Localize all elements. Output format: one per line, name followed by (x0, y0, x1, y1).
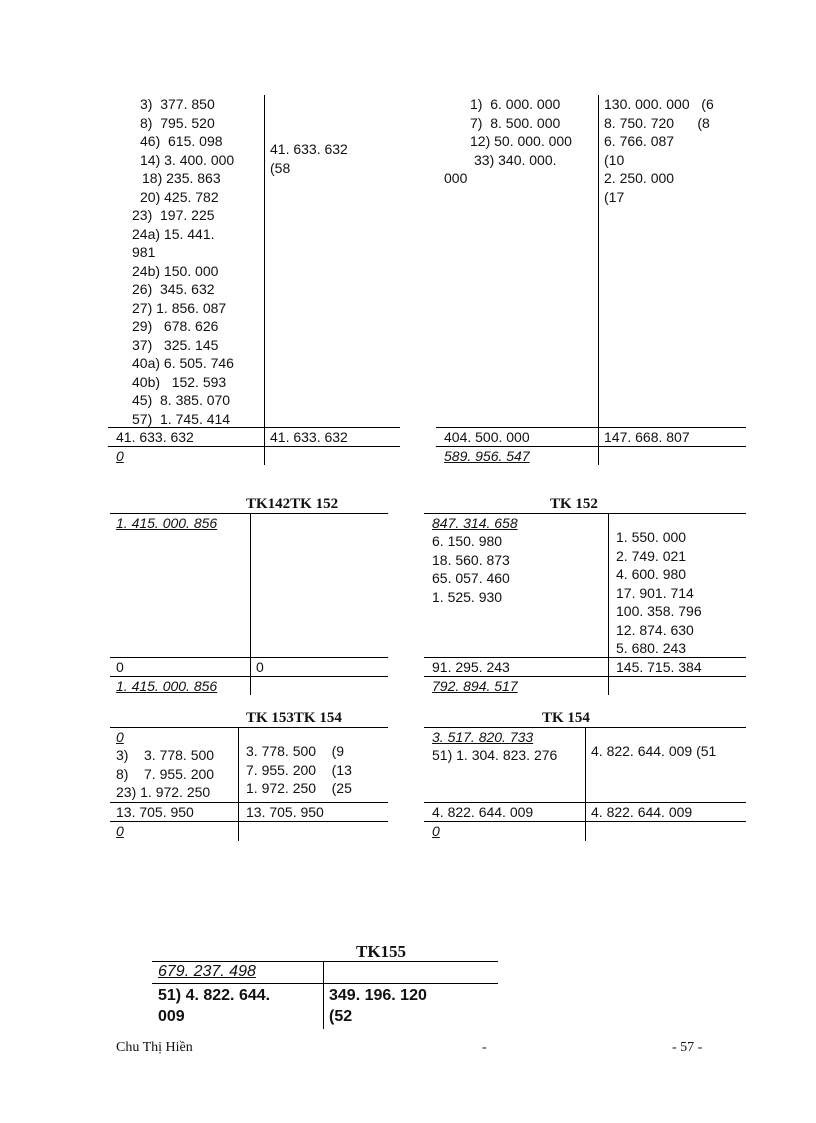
header-line (110, 727, 388, 728)
credit-column (246, 742, 352, 798)
debit-entry: 65. 057. 460 (432, 570, 510, 586)
credit-entry: 130. 000. 000 (6 (604, 96, 714, 112)
debit-entry: 40b) 152. 593 (132, 373, 227, 390)
closing-balance: 0 (116, 823, 124, 839)
debit-entry: 8) 795. 520 (140, 114, 215, 131)
debit-entry: 33) 340. 000. (474, 151, 557, 168)
credit-entry: 349. 196. 120 (329, 987, 427, 1004)
credit-column (591, 742, 716, 761)
debit-entry: 7) 8. 500. 000 (470, 114, 561, 131)
debit-entry: 981 (132, 244, 156, 260)
debit-entry: 24b) 150. 000 (132, 262, 219, 279)
debit-column (432, 746, 557, 765)
debit-entry: 000 (444, 170, 468, 186)
debit-entry: 3) 3. 778. 500 (116, 747, 215, 763)
t-account-divider (323, 961, 324, 1029)
credit-entry: (10 (604, 151, 625, 168)
opening-balance: 679. 237. 498 (158, 963, 256, 980)
opening-balance: 1. 415. 000. 856 (116, 515, 218, 531)
page-number: - 57 - (672, 1040, 703, 1055)
debit-entry: 37) 325. 145 (132, 336, 219, 353)
total-debit: 41. 633. 632 (116, 429, 194, 445)
closing-balance: 1. 415. 000. 856 (116, 678, 218, 694)
debit-entry: 23) 197. 225 (132, 207, 215, 223)
credit-entry: 100. 358. 796 (616, 603, 702, 619)
closing-balance: 0 (432, 823, 440, 839)
credit-entry: 2. 749. 021 (616, 547, 687, 564)
debit-entry: 45) 8. 385. 070 (132, 392, 231, 408)
debit-column (116, 95, 234, 428)
total-credit: 0 (256, 659, 264, 675)
opening-balance: 0 (116, 729, 124, 745)
total-debit: 0 (116, 659, 124, 675)
credit-column (604, 95, 714, 206)
debit-entry: 29) 678. 626 (132, 318, 219, 334)
debit-entry: 27) 1. 856. 087 (132, 299, 227, 316)
debit-column (116, 746, 214, 802)
t-account-divider (585, 727, 586, 841)
closing-balance: 792. 894. 517 (432, 678, 518, 694)
debit-entry: 14) 3. 400. 000 (140, 151, 235, 168)
account-title: TK142TK 152 (246, 496, 339, 512)
closing-balance: 589. 956. 547 (444, 448, 530, 464)
debit-entry: 51) 4. 822. 644. (158, 987, 271, 1004)
closing-line (110, 821, 388, 822)
closing-line (424, 821, 746, 822)
total-credit: 147. 668. 807 (604, 429, 690, 445)
credit-column (616, 528, 702, 658)
account-title: TK 153TK 154 (246, 710, 342, 726)
debit-entry: 26) 345. 632 (132, 281, 215, 297)
credit-entry: 41. 633. 632 (270, 141, 348, 157)
debit-entry: 6. 150. 980 (432, 533, 503, 549)
t-account-divider (238, 727, 239, 841)
credit-entry: (17 (604, 188, 625, 205)
account-title: TK 154 (542, 710, 590, 726)
opening-balance: 3. 517. 820. 733 (432, 729, 534, 745)
debit-column (432, 532, 510, 606)
total-credit: 4. 822. 644. 009 (591, 804, 693, 820)
t-account-divider (264, 95, 265, 465)
total-debit: 91. 295. 243 (432, 659, 510, 675)
total-credit: 41. 633. 632 (270, 429, 348, 445)
total-credit: 145. 715. 384 (616, 659, 702, 675)
credit-entry: 12. 874. 630 (616, 621, 694, 638)
opening-balance: 847. 314. 658 (432, 515, 518, 531)
total-debit: 404. 500. 000 (444, 429, 530, 445)
t-account-divider (608, 513, 609, 695)
debit-entry: 46) 615. 098 (140, 133, 223, 149)
credit-entry: 17. 901. 714 (616, 584, 694, 601)
closing-balance: 0 (116, 448, 124, 464)
credit-entry: (52 (329, 1008, 353, 1025)
credit-entry: 4. 600. 980 (616, 566, 687, 582)
total-credit: 13. 705. 950 (246, 804, 324, 820)
debit-entry: 57) 1. 745. 414 (132, 410, 231, 427)
debit-entry: 8) 7. 955. 200 (116, 765, 215, 782)
credit-entry: 1. 550. 000 (616, 529, 687, 545)
debit-entry: 009 (158, 1008, 185, 1025)
credit-entry: 2. 250. 000 (604, 170, 675, 186)
debit-entry: 18. 560. 873 (432, 551, 510, 568)
total-line (110, 657, 388, 658)
debit-entry: 23) 1. 972. 250 (116, 784, 211, 800)
account-title: TK155 (356, 942, 407, 961)
account-title: TK 152 (550, 496, 598, 512)
credit-entry: 1. 972. 250 (25 (246, 780, 352, 796)
debit-entry: 40a) 6. 505. 746 (132, 355, 234, 371)
total-debit: 4. 822. 644. 009 (432, 804, 534, 820)
credit-entry: 6. 766. 087 (604, 133, 675, 149)
debit-entry: 3) 377. 850 (140, 96, 215, 112)
credit-entry: 7. 955. 200 (13 (246, 761, 352, 778)
debit-entry: 24a) 15. 441. (132, 225, 215, 242)
footer-separator: - (482, 1040, 487, 1055)
credit-entry: (58 (270, 159, 291, 176)
debit-entry: 20) 425. 782 (140, 188, 219, 205)
credit-column (270, 140, 348, 177)
t-account-divider (598, 95, 599, 465)
credit-entry: 4. 822. 644. 009 (51 (591, 743, 717, 759)
entries-line (152, 983, 498, 984)
debit-column (444, 95, 572, 188)
credit-entry: 5. 680. 243 (616, 640, 687, 656)
debit-entry: 1. 525. 930 (432, 588, 503, 605)
t-account-divider (250, 513, 251, 695)
credit-entry: 3. 778. 500 (9 (246, 743, 345, 759)
credit-entry: 8. 750. 720 (8 (604, 114, 710, 131)
total-debit: 13. 705. 950 (116, 804, 194, 820)
debit-entry: 18) 235. 863 (142, 170, 221, 186)
debit-entry: 51) 1. 304. 823. 276 (432, 747, 558, 763)
closing-line (108, 446, 400, 447)
debit-entry: 12) 50. 000. 000 (470, 133, 572, 149)
footer-author: Chu Thị Hiền (116, 1040, 193, 1055)
debit-entry: 1) 6. 000. 000 (470, 96, 561, 112)
